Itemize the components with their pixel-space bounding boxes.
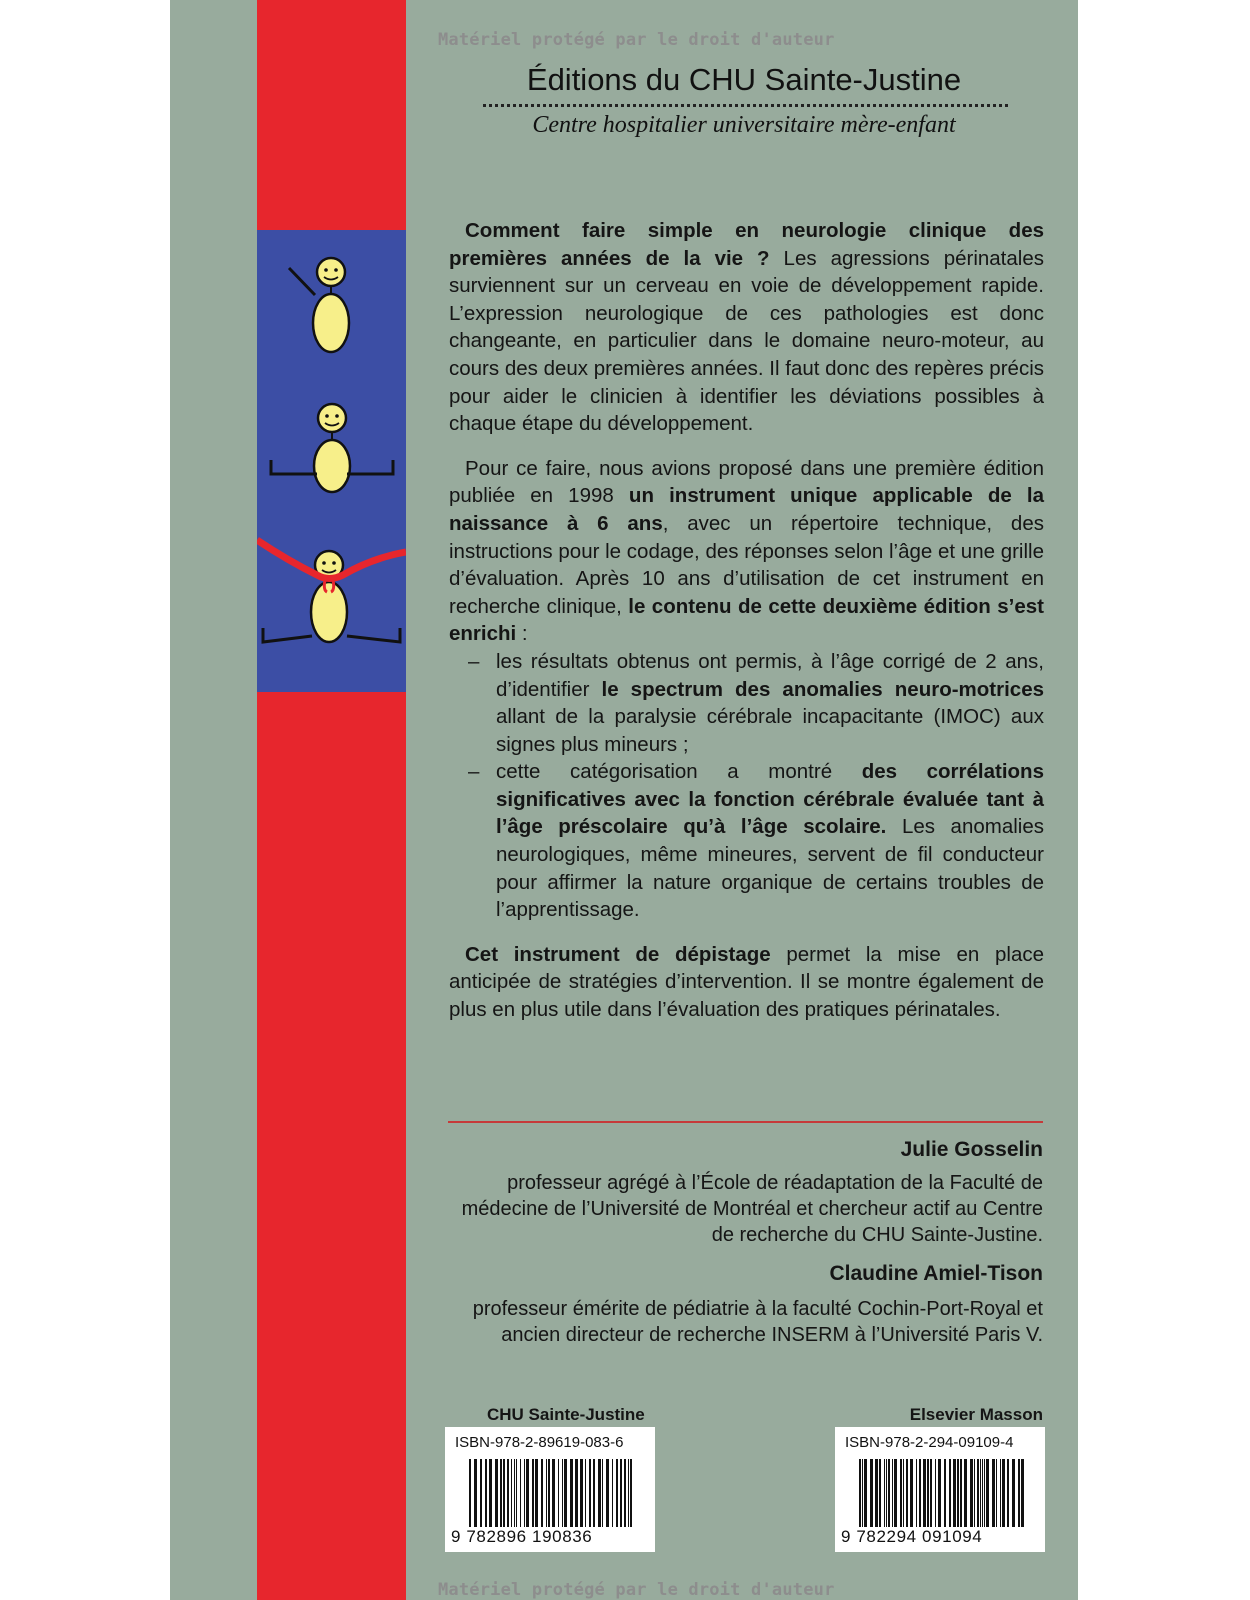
- author-1-description: professeur agrégé à l’École de réadaptation de la Faculté de médecine de l’Université de Montréal et chercheur actif au Centre de recherche du CHU Sainte-Justine.: [461, 1172, 1043, 1246]
- paragraph-2-text-e: :: [516, 622, 528, 646]
- author-2-name: Claudine Amiel-Tison: [829, 1262, 1043, 1285]
- isbn-label: ISBN-978-2-89619-083-6: [455, 1434, 624, 1451]
- barcode-icon: [857, 1459, 1027, 1527]
- imprint-chu: CHU Sainte-Justine: [487, 1405, 645, 1424]
- barcode-digits: 9 782896 190836: [451, 1527, 593, 1546]
- dash-marker: –: [468, 649, 480, 673]
- dash-marker: –: [468, 760, 480, 784]
- barcode-chu: [445, 1427, 655, 1552]
- author-2-description: professeur émérite de pédiatrie à la faculté Cochin-Port-Royal et ancien directeur de recherche INSERM à l’Université Paris V.: [472, 1298, 1043, 1346]
- paragraph-3-text: permet la mise en place anticipée de stratégies d’intervention. Il se montre également de plus en plus utile dans l’évaluation des pratiques périnatales.: [449, 942, 1044, 1022]
- paragraph-3: [449, 941, 1044, 1024]
- paragraph-1-text: Les agressions périnatales surviennent sur un cerveau en voie de développement rapide. L’expression neurologique de ces pathologies est donc changeante, en particulier dans le domaine neuro-moteur, au cours des deux premières années. Il faut donc des repères précis pour aider le clinicien à identifier les déviations possibles à chaque étape du développement.: [449, 246, 1044, 436]
- publisher-subtitle: Centre hospitalier universitaire mère-enfant: [532, 112, 956, 138]
- baby-figure-arm-raised-icon: [277, 250, 377, 355]
- paragraph-3-bold: Cet instrument de dépistage: [465, 942, 771, 966]
- list-item: [449, 648, 1044, 758]
- paragraph-1-bold: Comment faire simple en neurologie clinique des premières années de la vie ?: [449, 219, 1044, 270]
- barcode-digits: 9 782294 091094: [841, 1527, 983, 1546]
- list-item-1-bold: le spectrum des anomalies neuro-motrices: [601, 677, 1044, 701]
- baby-figure-legs-spread-icon: [267, 398, 397, 498]
- list-item-1-text-c: allant de la paralysie cérébrale incapacitante (IMOC) aux signes plus mineurs ;: [496, 705, 1044, 756]
- watermark-bottom: Matériel protégé par le droit d'auteur: [438, 1580, 835, 1600]
- paragraph-2-text-c: , avec un répertoire technique, des instructions pour le codage, des réponses selon l’âge et une grille d’évaluation. Après 10 ans d’utilisation de cet instrument en recherche clinique,: [449, 511, 1044, 618]
- imprint-elsevier: Elsevier Masson: [909, 1405, 1043, 1424]
- watermark-top: Matériel protégé par le droit d'auteur: [438, 30, 835, 50]
- paragraph-2-text-a: Pour ce faire, nous avions proposé dans une première édition publiée en 1998: [449, 456, 1044, 508]
- paragraph-2: [449, 455, 1044, 648]
- list-item: [449, 758, 1044, 924]
- author-1-name: Julie Gosselin: [900, 1138, 1043, 1161]
- bullet-list: [449, 648, 1044, 924]
- barcode-icon: [467, 1459, 637, 1527]
- blue-band: [257, 230, 406, 692]
- barcode-elsevier: [835, 1427, 1045, 1552]
- list-item-2-text-c: Les anomalies neurologiques, même mineures, servent de fil conducteur pour affirmer la nature organique de certains troubles de l’apprentissage.: [496, 815, 1044, 922]
- paragraph-1: [449, 217, 1044, 438]
- isbn-label: ISBN-978-2-294-09109-4: [845, 1434, 1014, 1451]
- list-item-2-text-a: cette catégorisation a montré: [496, 760, 862, 784]
- list-item-1-text-a: les résultats obtenus ont permis, à l’âge corrigé de 2 ans, d’identifier: [496, 649, 1044, 701]
- paragraph-2-bold-d: le contenu de cette deuxième édition s’est enrichi: [449, 594, 1044, 646]
- publisher-title: Éditions du CHU Sainte-Justine: [526, 62, 962, 97]
- blurb: [449, 217, 1044, 1041]
- baby-figure-pull-to-sit-icon: [257, 530, 406, 660]
- paragraph-2-bold-b: un instrument unique applicable de la naissance à 6 ans: [449, 484, 1044, 535]
- list-item-2-bold: des corrélations significatives avec la fonction cérébrale évaluée tant à l’âge préscolaire qu’à l’âge scolaire.: [496, 760, 1044, 839]
- red-divider: [448, 1121, 1043, 1123]
- dotted-divider: [483, 104, 1008, 107]
